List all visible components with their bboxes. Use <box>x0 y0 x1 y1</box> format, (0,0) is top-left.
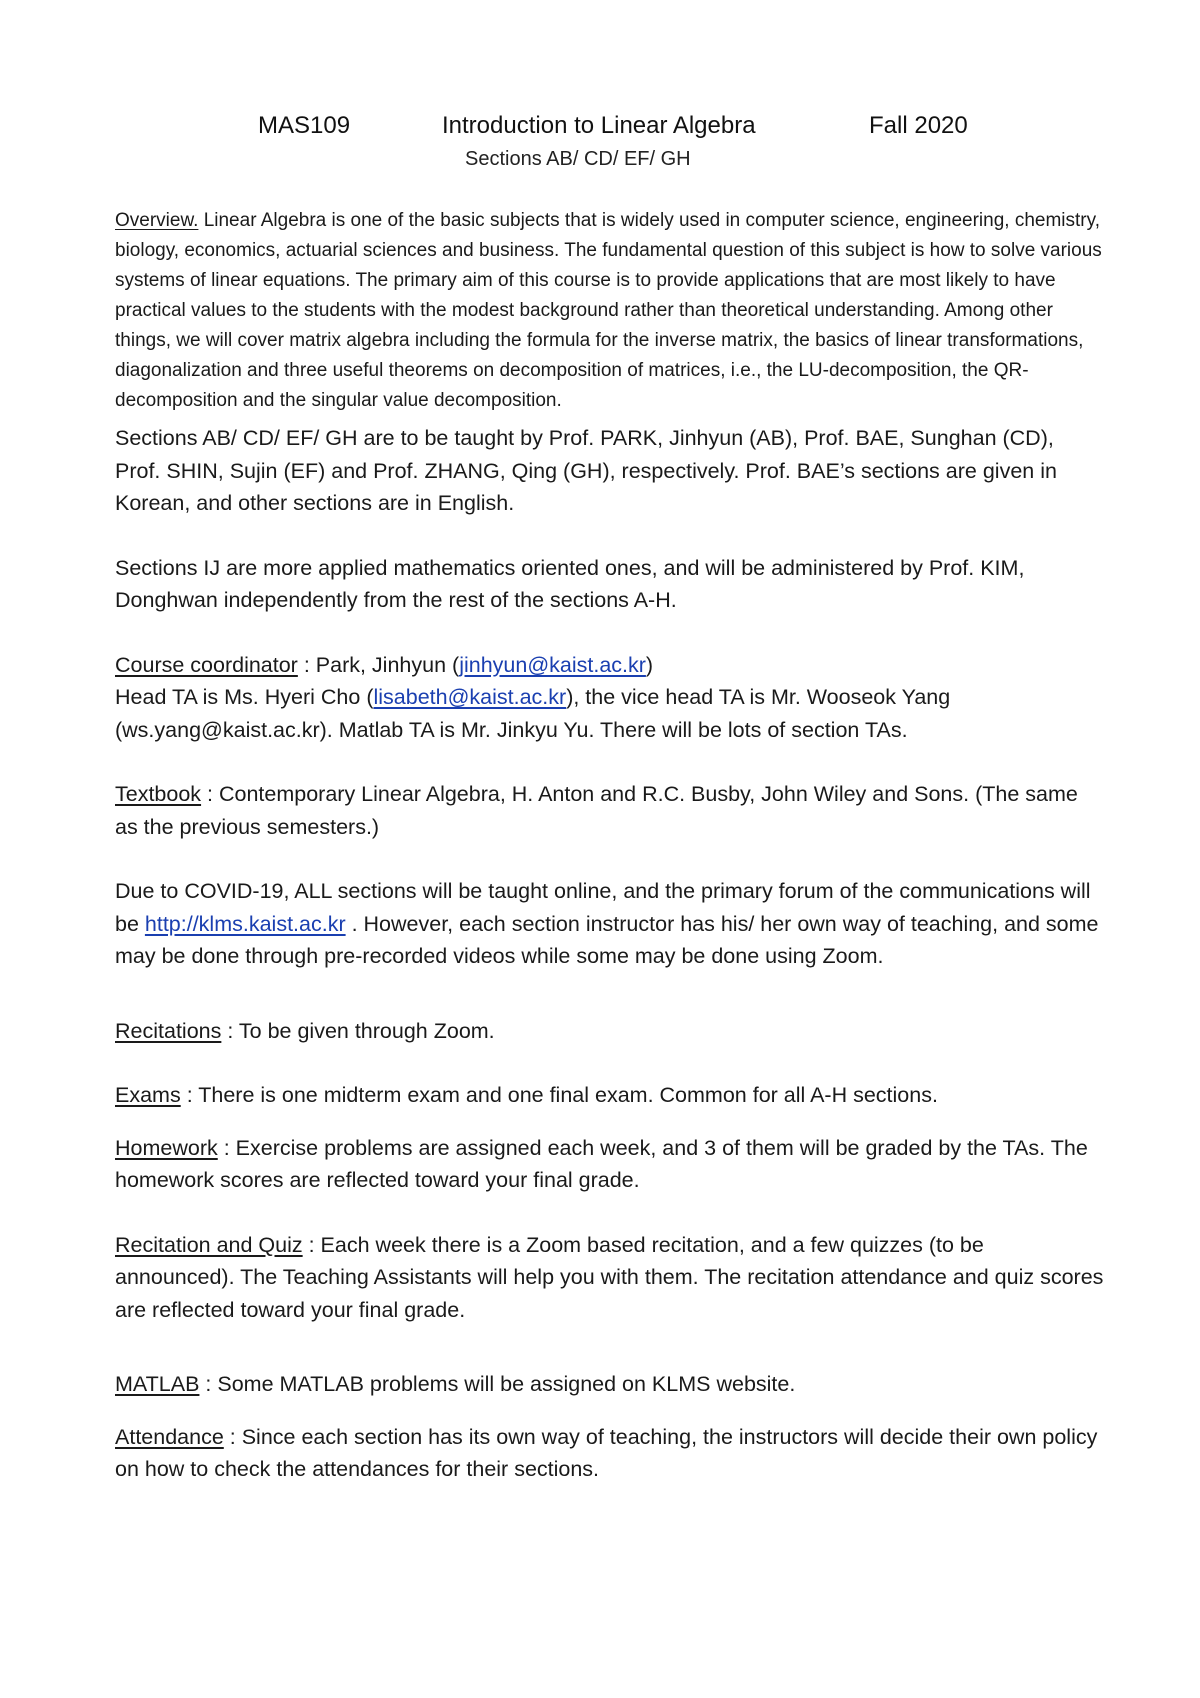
recitations-text: : To be given through Zoom. <box>221 1018 495 1043</box>
textbook-label: Textbook <box>115 782 202 806</box>
matlab-text: : Some MATLAB problems will be assigned on KLMS website. <box>199 1372 796 1396</box>
sections-subtitle: Sections AB/ CD/ EF/ GH <box>465 148 691 170</box>
attendance-label: Attendance <box>115 1424 224 1449</box>
sections-ij-paragraph: Sections IJ are more applied mathematics oriented ones, and will be administered by Prof. KIM, Donghwan independently from the rest of the sections A-H. <box>115 555 1025 612</box>
attendance-paragraph <box>115 1421 1105 1486</box>
coordinator-text-end: ) <box>645 652 654 677</box>
coordinator-label: Course coordinator <box>115 652 298 677</box>
textbook-paragraph <box>115 778 1105 843</box>
title-line <box>0 112 1200 146</box>
homework-paragraph <box>115 1132 1105 1197</box>
head-ta-email-link[interactable]: lisabeth@kaist.ac.kr <box>373 685 567 709</box>
ta-text: Head TA is Ms. Hyeri Cho ( <box>115 685 374 709</box>
recitations-label: Recitations <box>115 1018 222 1043</box>
matlab-label: MATLAB <box>115 1372 200 1396</box>
covid-text-end: . However, each section instructor has his/ her own way of teaching, and some may be done through pre-recorded videos while some may be done using Zoom. <box>115 911 1099 968</box>
homework-text: : Exercise problems are assigned each week, and 3 of them will be graded by the TAs. The homework scores are reflected toward your final grade. <box>115 1135 1088 1192</box>
coordinator-email-link[interactable]: jinhyun@kaist.ac.kr <box>459 652 646 677</box>
covid-text: Due to COVID-19, ALL sections will be taught online, and the primary forum of the communications will be <box>115 879 1091 936</box>
textbook-text: : Contemporary Linear Algebra, H. Anton and R.C. Busby, John Wiley and Sons. (The same as the previous semesters.) <box>115 782 1078 839</box>
recitation-quiz-text: : Each week there is a Zoom based recitation, and a few quizzes (to be announced). The Teaching Assistants will help you with them. The recitation attendance and quiz scores are reflected toward your final grade. <box>115 1232 1104 1322</box>
course-code: MAS109 <box>258 112 351 139</box>
course-name: Introduction to Linear Algebra <box>442 112 756 139</box>
covid-paragraph <box>115 875 1105 973</box>
coordinator-paragraph <box>115 649 1105 682</box>
klms-link[interactable]: http://klms.kaist.ac.kr <box>144 911 346 936</box>
exams-paragraph <box>115 1079 1105 1112</box>
sections-info-paragraph: Sections AB/ CD/ EF/ GH are to be taught by Prof. PARK, Jinhyun (AB), Prof. BAE, Sunghan (CD), Prof. SHIN, Sujin (EF) and Prof. ZHANG, Qing (GH), respectively. Prof. BAE’s sections are given in Korean, and other sections are in English. <box>115 426 1057 515</box>
homework-label: Homework <box>115 1135 218 1160</box>
overview-label: Overview. <box>115 210 199 231</box>
matlab-paragraph <box>115 1368 1105 1401</box>
document-header <box>0 112 1200 170</box>
overview-text: Linear Algebra is one of the basic subjects that is widely used in computer science, engineering, chemistry, biology, economics, actuarial sciences and business. The fundamental question of this subject is how to solve various systems of linear equations. The primary aim of this course is to provide applications that are most likely to have practical values to the students with the modest background rather than theoretical understanding. Among other things, we will cover matrix algebra including the formula for the inverse matrix, the basics of linear transformations, diagonalization and three useful theorems on decomposition of matrices, i.e., the LU-decomposition, the QR-decomposition and the singular value decomposition. <box>115 210 1102 411</box>
course-term: Fall 2020 <box>869 112 968 139</box>
coordinator-text: : Park, Jinhyun ( <box>297 652 460 677</box>
ta-text-end: ), the vice head TA is Mr. Wooseok Yang (ws.yang@kaist.ac.kr). Matlab TA is Mr. Jinkyu Yu. There will be lots of section TAs. <box>115 685 951 742</box>
recitations-paragraph <box>115 1015 1105 1048</box>
overview-paragraph <box>115 206 1105 416</box>
recitation-quiz-label: Recitation and Quiz <box>115 1232 303 1257</box>
exams-label: Exams <box>115 1083 181 1107</box>
exams-text: : There is one midterm exam and one final exam. Common for all A-H sections. <box>180 1083 938 1107</box>
recitation-quiz-paragraph <box>115 1229 1105 1327</box>
ta-paragraph <box>115 681 1105 746</box>
attendance-text: : Since each section has its own way of teaching, the instructors will decide their own policy on how to check the attendances for their sections. <box>115 1424 1098 1481</box>
document-body <box>115 206 1105 1486</box>
